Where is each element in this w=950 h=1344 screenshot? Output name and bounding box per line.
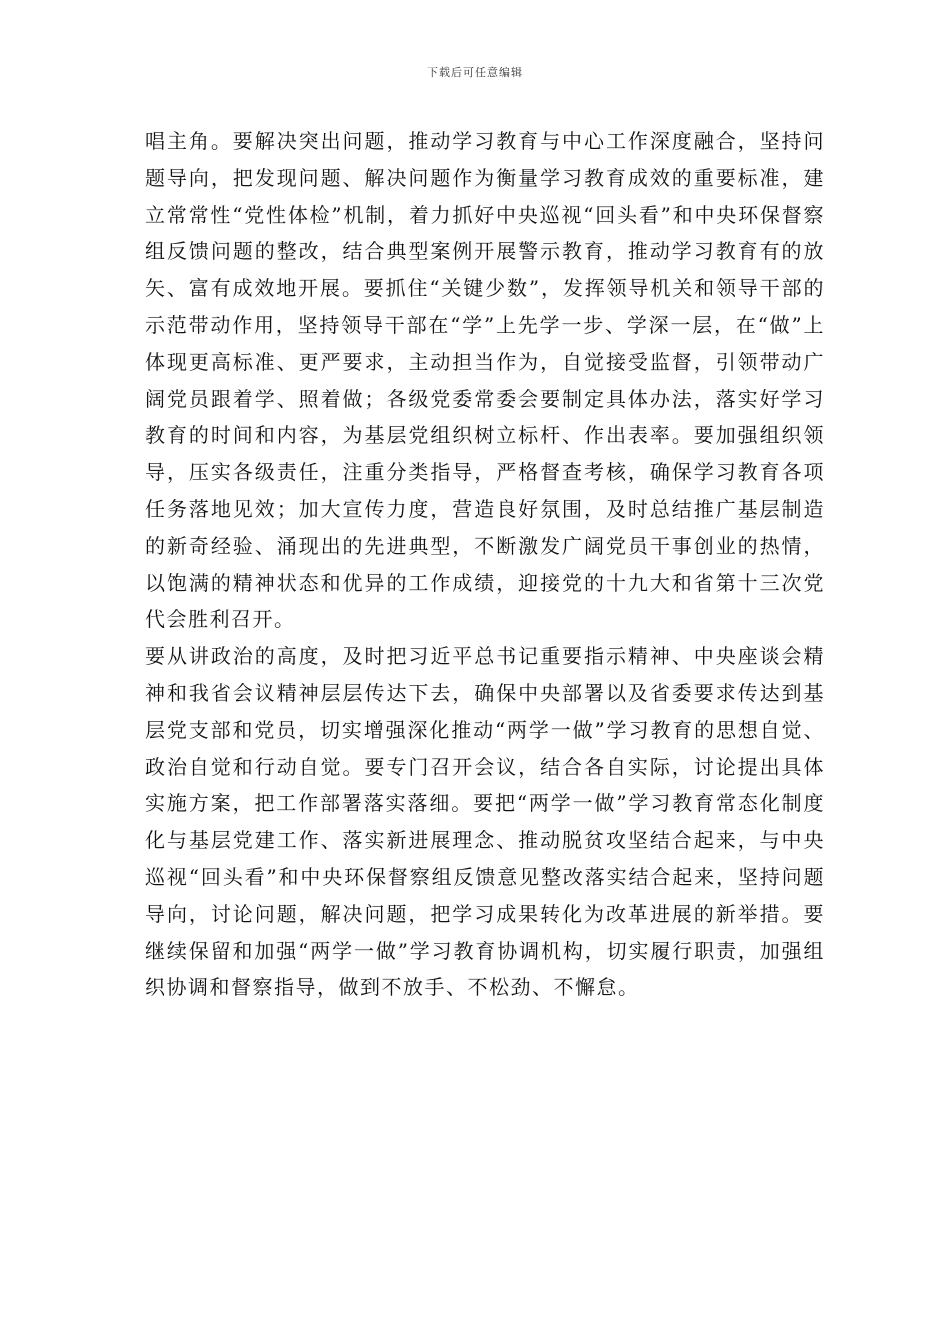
paragraph-2: 要从讲政治的高度，及时把习近平总书记重要指示精神、中央座谈会精神和我省会议精神层层传达下去，确保中央部署以及省委要求传达到基层党支部和党员，切实增强深化推动“两学一做”学习教育的思想自觉、政治自觉和行动自觉。要专门召开会议，结合各自实际，讨论提出具体实施方案，把工作部署落实落细。要把“两学一做”学习教育常态化制度化与基层党建工作、落实新进展理念、推动脱贫攻坚结合起来，与中央巡视“回头看”和中央环保督察组反馈意见整改落实结合起来，坚持问题导向，讨论问题，解决问题，把学习成果转化为改革进展的新举措。要继续保留和加强“两学一做”学习教育协调机构，切实履行职责，加强组织协调和督察指导，做到不放手、不松劲、不懈怠。: [145, 644, 825, 1000]
paragraph-1: 唱主角。要解决突出问题，推动学习教育与中心工作深度融合，坚持问题导向，把发现问题、解决问题作为衡量学习教育成效的重要标准，建立常常性“党性体检”机制，着力抓好中央巡视“回头看”和中央环保督察组反馈问题的整改，结合典型案例开展警示教育，推动学习教育有的放矢、富有成效地开展。要抓住“关键少数”，发挥领导机关和领导干部的示范带动作用，坚持领导干部在“学”上先学一步、学深一层，在“做”上体现更高标准、更严要求，主动担当作为，自觉接受监督，引领带动广阔党员跟着学、照着做；各级党委常委会要制定具体办法，落实好学习教育的时间和内容，为基层党组织树立标杆、作出表率。要加强组织领导，压实各级责任，注重分类指导，严格督查考核，确保学习教育各项任务落地见效；加大宣传力度，营造良好氛围，及时总结推广基层制造的新奇经验、涌现出的先进典型，不断激发广阔党员干事创业的热情，以饱满的精神状态和优异的工作成绩，迎接党的十九大和省第十三次党代会胜利召开。: [145, 129, 825, 632]
document-body: [145, 123, 825, 1006]
page-header-caption: 下载后可任意编辑: [427, 66, 523, 79]
